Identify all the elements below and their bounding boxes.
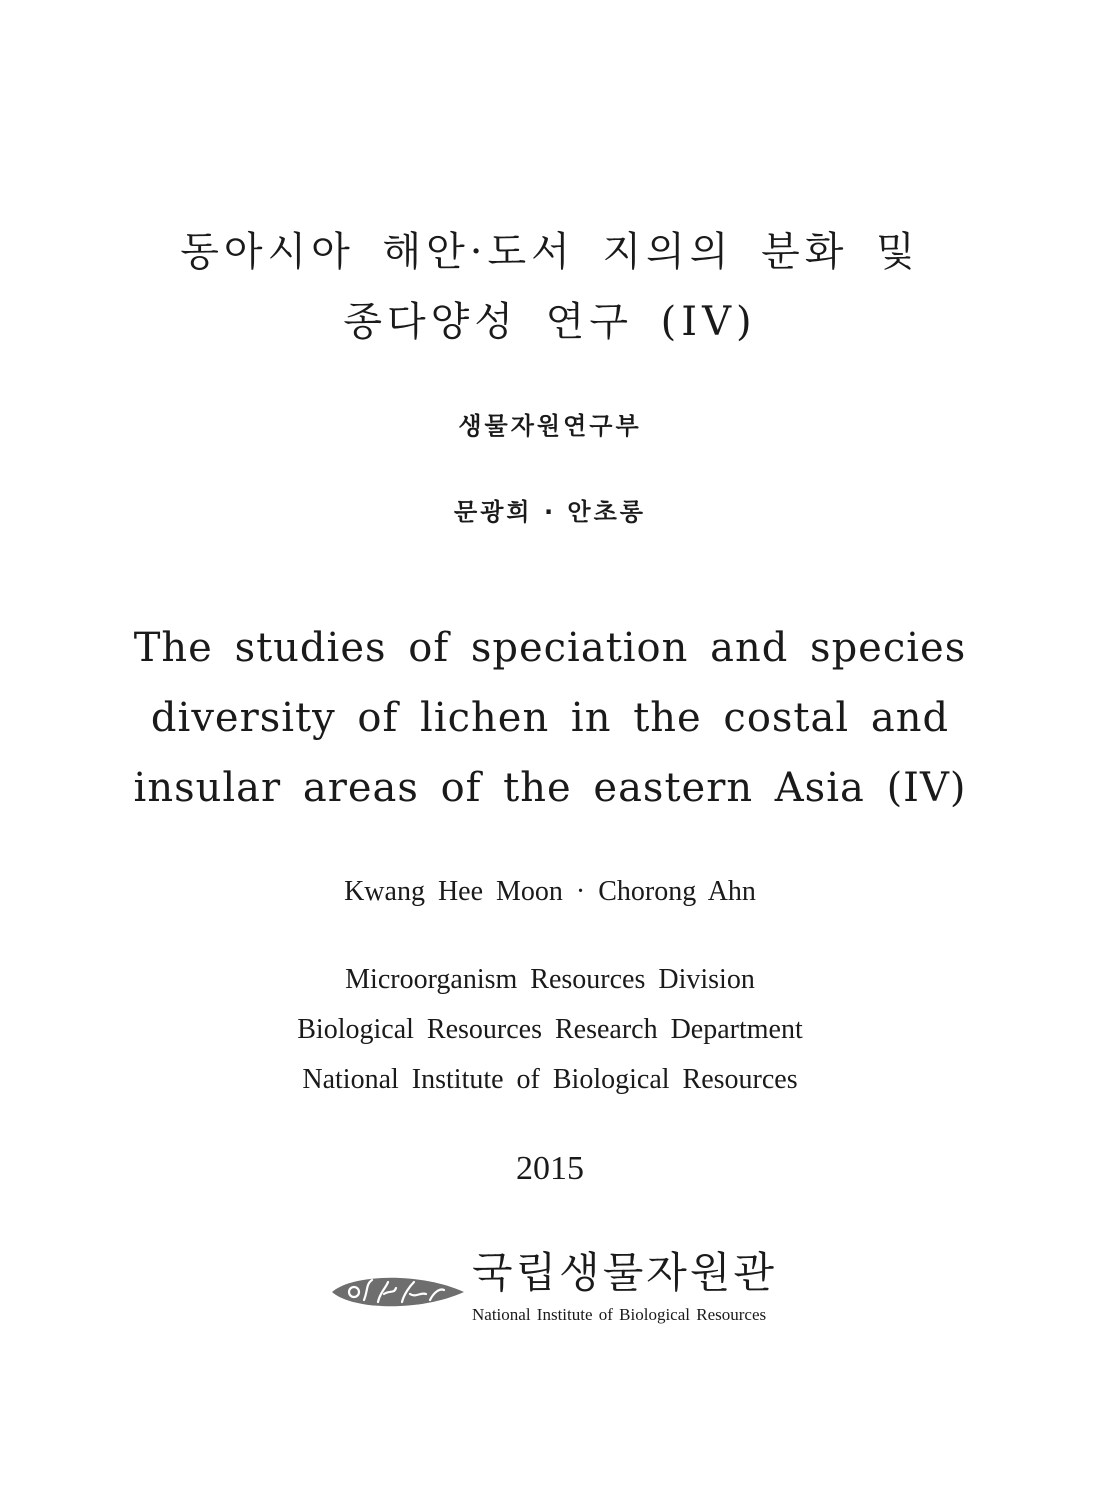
institute-name-korean: 국립생물자원관 bbox=[472, 1248, 778, 1297]
korean-authors: 문광희 · 안초롱 bbox=[454, 498, 646, 526]
english-title-line-3: insular areas of the eastern Asia (IV) bbox=[133, 765, 967, 811]
affiliation-line-3: National Institute of Biological Resources bbox=[302, 1064, 798, 1095]
leaf-emblem-icon bbox=[330, 1272, 466, 1312]
affiliation-line-2: Biological Resources Research Department bbox=[297, 1014, 803, 1045]
publication-year: 2015 bbox=[516, 1150, 584, 1187]
korean-title-line-2: 종다양성 연구 (IV) bbox=[343, 299, 757, 345]
affiliation-line-1: Microorganism Resources Division bbox=[345, 964, 755, 995]
english-title-line-1: The studies of speciation and species bbox=[133, 625, 967, 671]
institute-name-english: National Institute of Biological Resources bbox=[472, 1305, 767, 1324]
institute-logo bbox=[330, 1250, 790, 1334]
korean-department: 생물자원연구부 bbox=[458, 412, 642, 440]
english-title-line-2: diversity of lichen in the costal and bbox=[150, 695, 950, 741]
korean-title-line-1: 동아시아 해안·도서 지의의 분화 및 bbox=[180, 229, 920, 275]
english-authors: Kwang Hee Moon · Chorong Ahn bbox=[344, 876, 756, 907]
